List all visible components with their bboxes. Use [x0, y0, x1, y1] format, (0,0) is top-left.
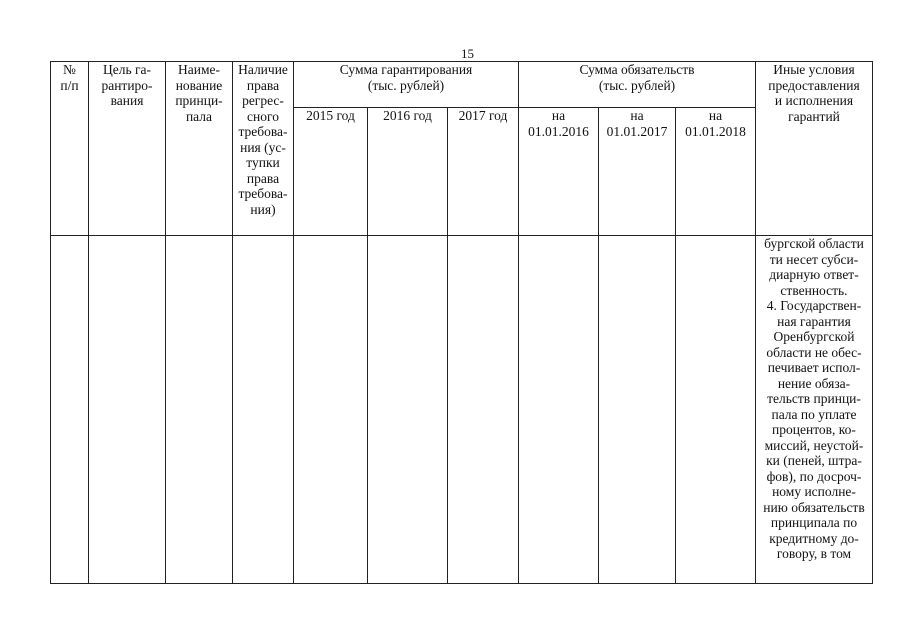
header-principal-name: Наиме- нование принци- пала — [166, 62, 233, 236]
header-obligation-sum: Сумма обязательств (тыс. рублей) — [519, 62, 756, 108]
header-date-2018: на 01.01.2018 — [676, 108, 756, 236]
header-year-2017: 2017 год — [448, 108, 519, 236]
header-year-2015: 2015 год — [294, 108, 368, 236]
cell-obligation-2018 — [676, 236, 756, 584]
cell-obligation-2017 — [599, 236, 676, 584]
header-row-top — [51, 62, 873, 108]
header-year-2016: 2016 год — [368, 108, 448, 236]
header-purpose: Цель га- рантиро- вания — [89, 62, 166, 236]
page-number: 15 — [461, 46, 474, 61]
header-other-conditions: Иные условия предоставления и исполнения гарантий — [756, 62, 873, 236]
header-guarantee-sum: Сумма гарантирования (тыс. рублей) — [294, 62, 519, 108]
cell-regress — [233, 236, 294, 584]
header-number: № п/п — [51, 62, 89, 236]
header-regress-right: Наличие права регрес- сного требова- ния (ус- тупки права требова- ния) — [233, 62, 294, 236]
guarantees-table — [50, 61, 873, 584]
cell-purpose — [89, 236, 166, 584]
cell-principal — [166, 236, 233, 584]
header-date-2017: на 01.01.2017 — [599, 108, 676, 236]
cell-sum-2016 — [368, 236, 448, 584]
cell-other-conditions-text: бургской области ти несет субси- диарную ответ- ственность. 4. Государствен- ная гарантия Оренбургской области не обес- печивает испол- нение обяза- тельств принци- пала по уплате процентов, ко- миссий, неустой- ки (пеней, штра- фов), по досроч- ному исполне- нию обязательств принципала по кредитному до- говору, в том — [756, 236, 873, 584]
table-row — [51, 236, 873, 584]
cell-sum-2017 — [448, 236, 519, 584]
header-date-2016: на 01.01.2016 — [519, 108, 599, 236]
cell-obligation-2016 — [519, 236, 599, 584]
cell-sum-2015 — [294, 236, 368, 584]
cell-number — [51, 236, 89, 584]
